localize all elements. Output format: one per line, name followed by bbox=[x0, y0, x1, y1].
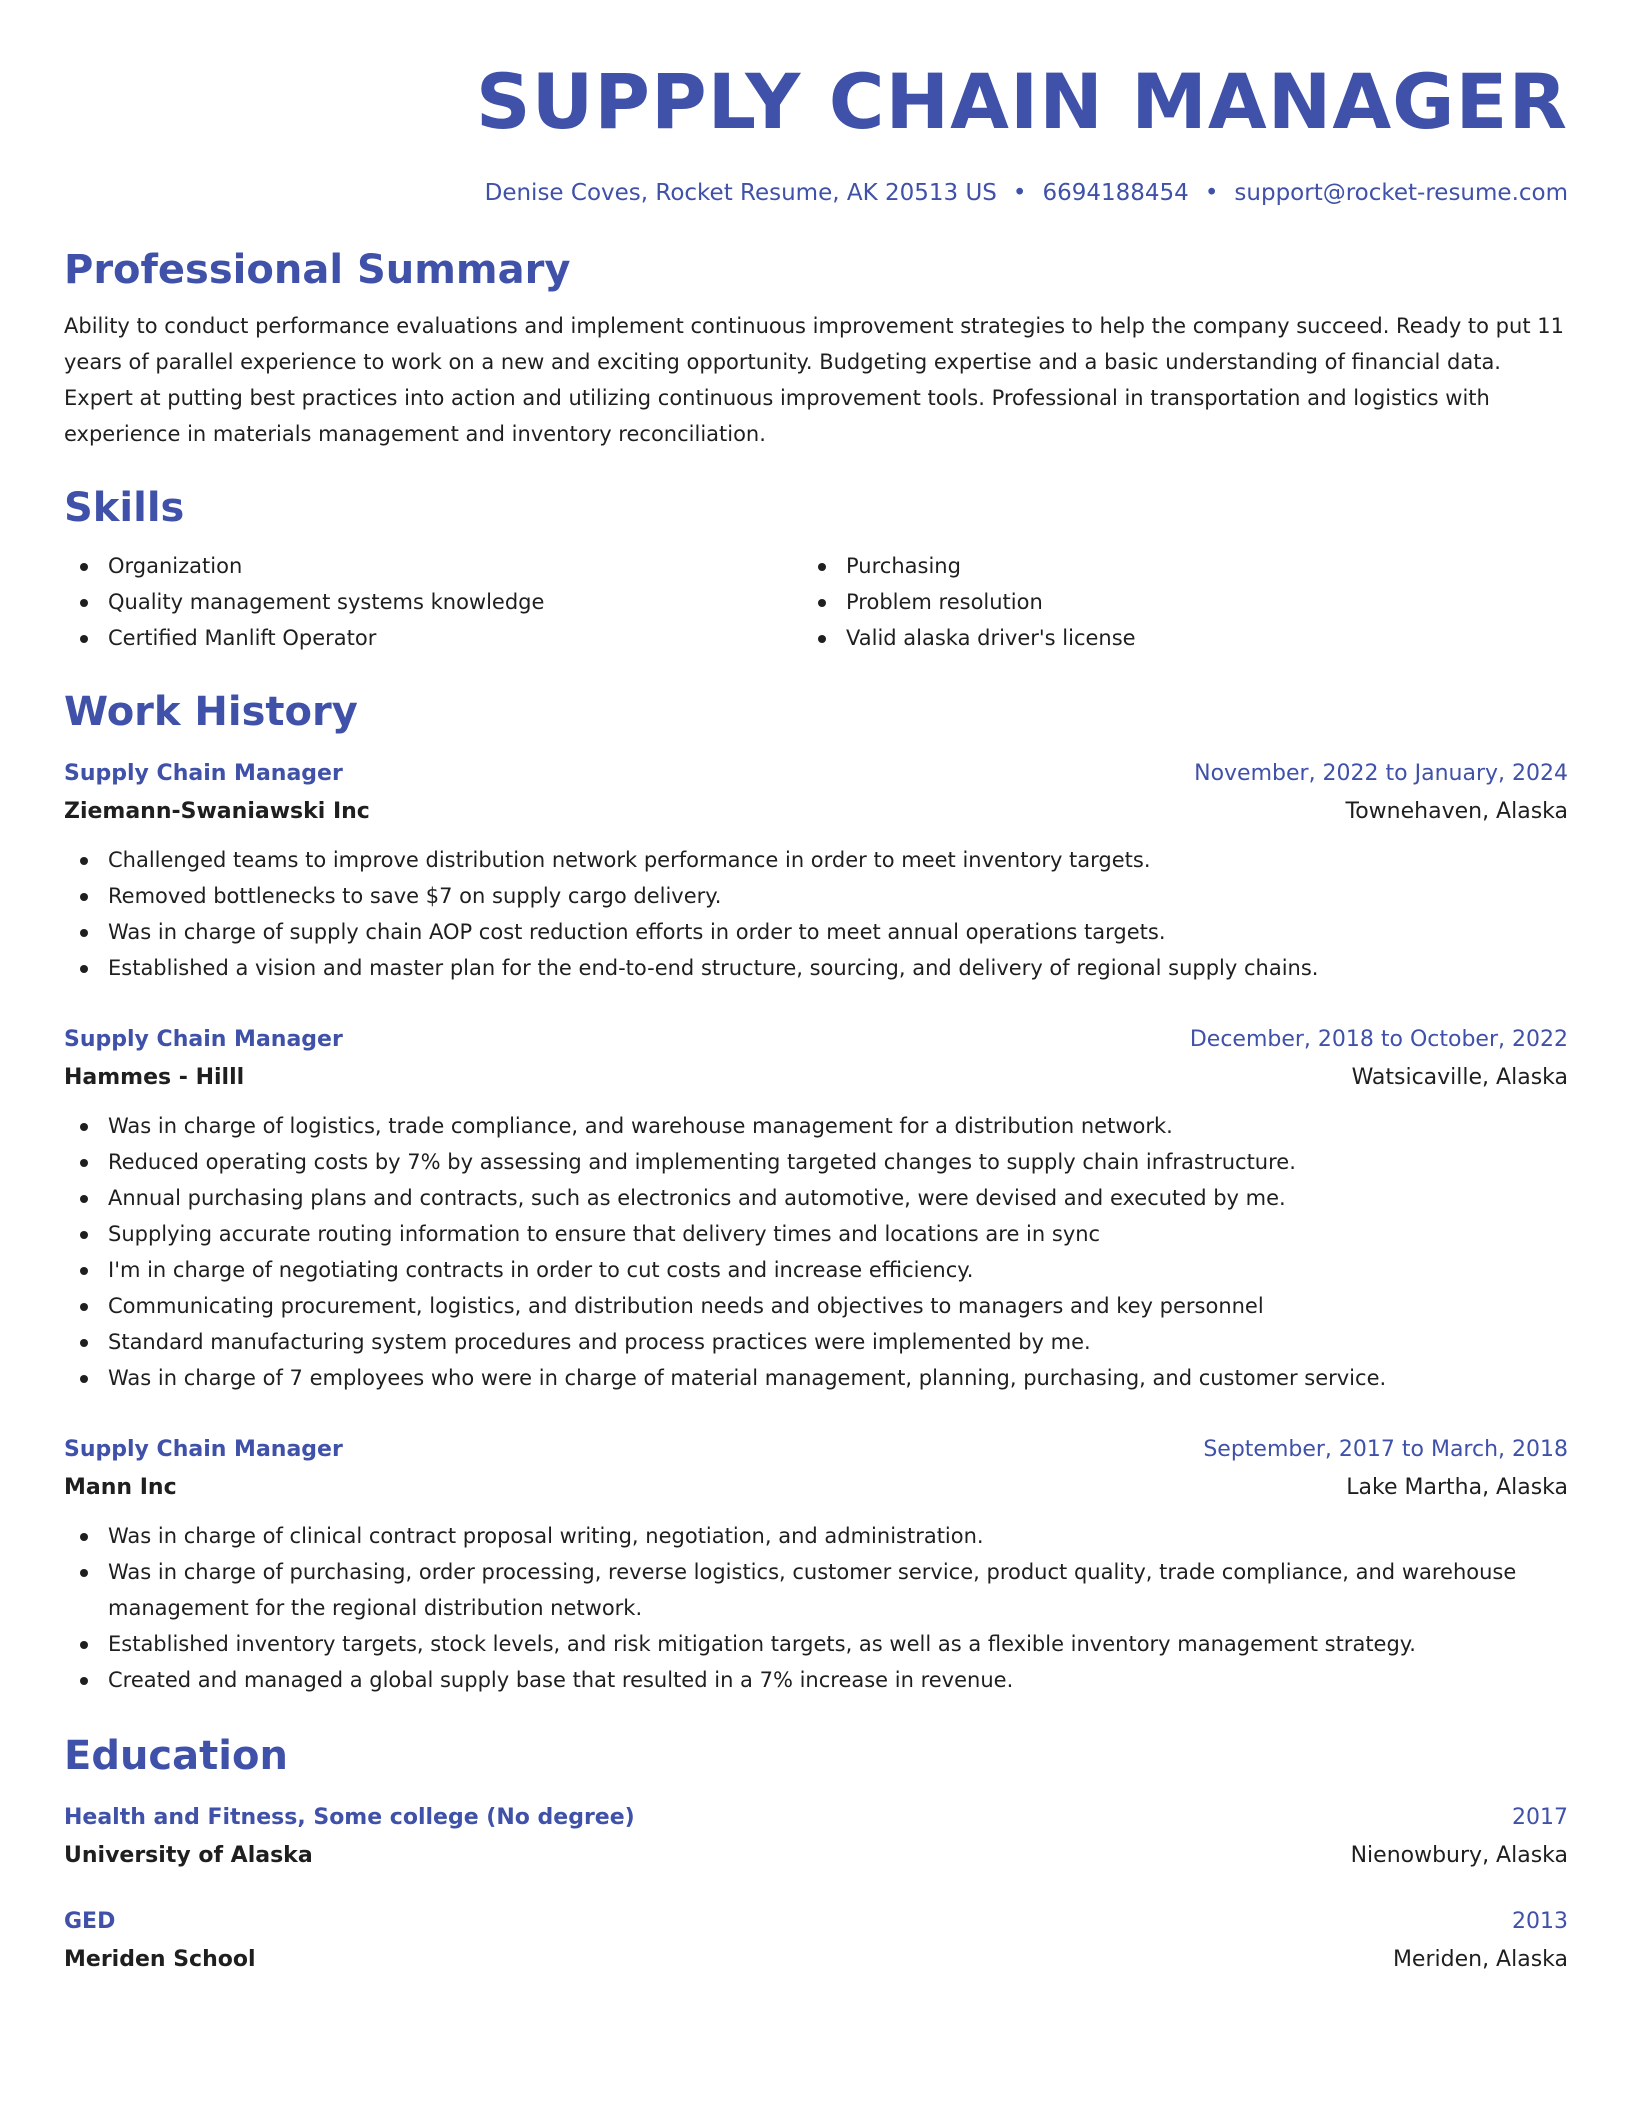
bullet-dot bbox=[818, 599, 826, 607]
job-bullet bbox=[64, 914, 1568, 950]
job-bullet bbox=[64, 1662, 1568, 1698]
skill-item bbox=[64, 548, 802, 584]
skill-label: Valid alaska driver's license bbox=[846, 626, 1136, 650]
job-location: Watsicaville, Alaska bbox=[1351, 1065, 1568, 1090]
skills-heading: Skills bbox=[64, 485, 185, 531]
job-bullet bbox=[64, 1216, 1568, 1252]
job-dates: September, 2017 to March, 2018 bbox=[1203, 1437, 1568, 1462]
bullet-dot bbox=[80, 1569, 88, 1577]
job-bullet bbox=[64, 950, 1568, 986]
skill-item bbox=[64, 584, 802, 620]
bullet-text: Was in charge of purchasing, order processing, reverse logistics, customer service, product quality, trade compliance, and warehouse management for the regional distribution network. bbox=[108, 1560, 1517, 1620]
skill-item bbox=[802, 548, 1568, 584]
summary-heading: Professional Summary bbox=[64, 247, 571, 293]
job-header-row bbox=[64, 1022, 1568, 1058]
skill-item bbox=[802, 620, 1568, 656]
contact-address: Denise Coves, Rocket Resume, AK 20513 US bbox=[484, 180, 997, 206]
education-entry bbox=[64, 1800, 1568, 1876]
job-company-row bbox=[64, 1058, 1568, 1098]
bullet-dot bbox=[80, 1375, 88, 1383]
bullet-dot bbox=[80, 1677, 88, 1685]
job-bullet bbox=[64, 1518, 1568, 1554]
contact-line bbox=[64, 176, 1568, 210]
education-school: University of Alaska bbox=[64, 1843, 313, 1868]
education-location: Meriden, Alaska bbox=[1392, 1947, 1568, 1972]
education-school: Meriden School bbox=[64, 1947, 256, 1972]
job-bullet bbox=[64, 1288, 1568, 1324]
bullet-text: Was in charge of 7 employees who were in charge of material management, planning, purchasing, and customer service. bbox=[108, 1366, 1387, 1390]
bullet-text: Standard manufacturing system procedures and process practices were implemented by me. bbox=[108, 1330, 1091, 1354]
skill-label: Purchasing bbox=[846, 554, 961, 578]
bullet-dot bbox=[80, 1339, 88, 1347]
education-degree: Health and Fitness, Some college (No degree) bbox=[64, 1805, 635, 1830]
job-location: Lake Martha, Alaska bbox=[1346, 1475, 1568, 1500]
job-entry bbox=[64, 1022, 1568, 1396]
contact-separator: • bbox=[1204, 180, 1219, 206]
job-location: Townehaven, Alaska bbox=[1345, 799, 1568, 824]
education-entry bbox=[64, 1904, 1568, 1980]
bullet-dot bbox=[80, 563, 88, 571]
education-degree: GED bbox=[64, 1909, 116, 1934]
education-school-row bbox=[64, 1940, 1568, 1980]
job-bullet bbox=[64, 1108, 1568, 1144]
skill-label: Organization bbox=[108, 554, 243, 578]
job-entry bbox=[64, 756, 1568, 986]
contact-separator: • bbox=[1012, 180, 1027, 206]
job-company-row bbox=[64, 1468, 1568, 1508]
bullet-text: Communicating procurement, logistics, and distribution needs and objectives to managers and key personnel bbox=[108, 1294, 1264, 1318]
job-role: Supply Chain Manager bbox=[64, 1437, 343, 1462]
bullet-text: Created and managed a global supply base that resulted in a 7% increase in revenue. bbox=[108, 1668, 1014, 1692]
job-dates: December, 2018 to October, 2022 bbox=[1189, 1027, 1568, 1052]
bullet-dot bbox=[80, 1159, 88, 1167]
education-year: 2013 bbox=[1512, 1909, 1568, 1934]
bullet-text: Supplying accurate routing information to ensure that delivery times and locations are in sync bbox=[108, 1222, 1101, 1246]
job-bullets bbox=[64, 1108, 1568, 1396]
job-bullet bbox=[64, 1554, 1568, 1626]
bullet-dot bbox=[80, 965, 88, 973]
skill-item bbox=[802, 584, 1568, 620]
education-school-row bbox=[64, 1836, 1568, 1876]
skill-label: Quality management systems knowledge bbox=[108, 590, 545, 614]
bullet-dot bbox=[80, 635, 88, 643]
bullet-text: Established inventory targets, stock levels, and risk mitigation targets, as well as a flexible inventory management strategy. bbox=[108, 1632, 1416, 1656]
skill-label: Certified Manlift Operator bbox=[108, 626, 377, 650]
bullet-text: Removed bottlenecks to save $7 on supply cargo delivery. bbox=[108, 884, 722, 908]
job-bullet bbox=[64, 842, 1568, 878]
job-company-row bbox=[64, 792, 1568, 832]
bullet-dot bbox=[80, 1231, 88, 1239]
job-header-row bbox=[64, 1432, 1568, 1468]
bullet-dot bbox=[80, 1267, 88, 1275]
bullet-text: Was in charge of logistics, trade compliance, and warehouse management for a distribution network. bbox=[108, 1114, 1173, 1138]
education-year: 2017 bbox=[1512, 1805, 1568, 1830]
job-bullet bbox=[64, 1626, 1568, 1662]
job-bullets bbox=[64, 1518, 1568, 1698]
job-entry bbox=[64, 1432, 1568, 1698]
bullet-dot bbox=[80, 929, 88, 937]
skill-item bbox=[64, 620, 802, 656]
job-bullet bbox=[64, 1180, 1568, 1216]
job-bullet bbox=[64, 1252, 1568, 1288]
job-dates: November, 2022 to January, 2024 bbox=[1194, 761, 1568, 786]
bullet-dot bbox=[818, 563, 826, 571]
job-bullet bbox=[64, 1324, 1568, 1360]
skills-list-left bbox=[64, 548, 802, 656]
bullet-text: Reduced operating costs by 7% by assessing and implementing targeted changes to supply chain infrastructure. bbox=[108, 1150, 1296, 1174]
bullet-dot bbox=[80, 857, 88, 865]
skills-grid bbox=[64, 548, 1568, 656]
education-header-row bbox=[64, 1800, 1568, 1836]
job-role: Supply Chain Manager bbox=[64, 1027, 343, 1052]
bullet-text: I'm in charge of negotiating contracts in order to cut costs and increase efficiency. bbox=[108, 1258, 974, 1282]
bullet-dot bbox=[80, 893, 88, 901]
contact-phone: 6694188454 bbox=[1042, 180, 1189, 206]
job-company: Hammes - Hilll bbox=[64, 1065, 245, 1090]
bullet-dot bbox=[80, 599, 88, 607]
bullet-dot bbox=[80, 1641, 88, 1649]
bullet-dot bbox=[80, 1533, 88, 1541]
skills-list-right bbox=[802, 548, 1568, 656]
contact-email: support@rocket-resume.com bbox=[1234, 180, 1568, 206]
summary-text: Ability to conduct performance evaluations and implement continuous improvement strategies to help the company succeed. Ready to put 11 years of parallel experience to work on a new and exciting opportunity. Budgeting expertise and a basic understanding of financial data. Expert at putting best practices into action and utilizing continuous improvement tools. Professional in transportation and logistics with experience in materials management and inventory reconciliation. bbox=[64, 314, 1564, 446]
bullet-dot bbox=[80, 1195, 88, 1203]
job-bullet bbox=[64, 1360, 1568, 1396]
job-bullet bbox=[64, 878, 1568, 914]
work-history-heading: Work History bbox=[64, 689, 358, 735]
bullet-dot bbox=[80, 1123, 88, 1131]
skill-label: Problem resolution bbox=[846, 590, 1043, 614]
education-heading: Education bbox=[64, 1733, 288, 1779]
job-role: Supply Chain Manager bbox=[64, 761, 343, 786]
bullet-text: Was in charge of clinical contract proposal writing, negotiation, and administration. bbox=[108, 1524, 984, 1548]
bullet-text: Was in charge of supply chain AOP cost reduction efforts in order to meet annual operations targets. bbox=[108, 920, 1166, 944]
resume-title: SUPPLY CHAIN MANAGER bbox=[475, 57, 1568, 146]
job-bullet bbox=[64, 1144, 1568, 1180]
job-bullets bbox=[64, 842, 1568, 986]
bullet-text: Established a vision and master plan for the end-to-end structure, sourcing, and delivery of regional supply chains. bbox=[108, 956, 1319, 980]
education-location: Nienowbury, Alaska bbox=[1350, 1843, 1568, 1868]
bullet-dot bbox=[818, 635, 826, 643]
bullet-text: Annual purchasing plans and contracts, such as electronics and automotive, were devised and executed by me. bbox=[108, 1186, 1286, 1210]
job-header-row bbox=[64, 756, 1568, 792]
bullet-dot bbox=[80, 1303, 88, 1311]
bullet-text: Challenged teams to improve distribution network performance in order to meet inventory targets. bbox=[108, 848, 1151, 872]
education-header-row bbox=[64, 1904, 1568, 1940]
job-company: Ziemann-Swaniawski Inc bbox=[64, 799, 370, 824]
job-company: Mann Inc bbox=[64, 1475, 177, 1500]
